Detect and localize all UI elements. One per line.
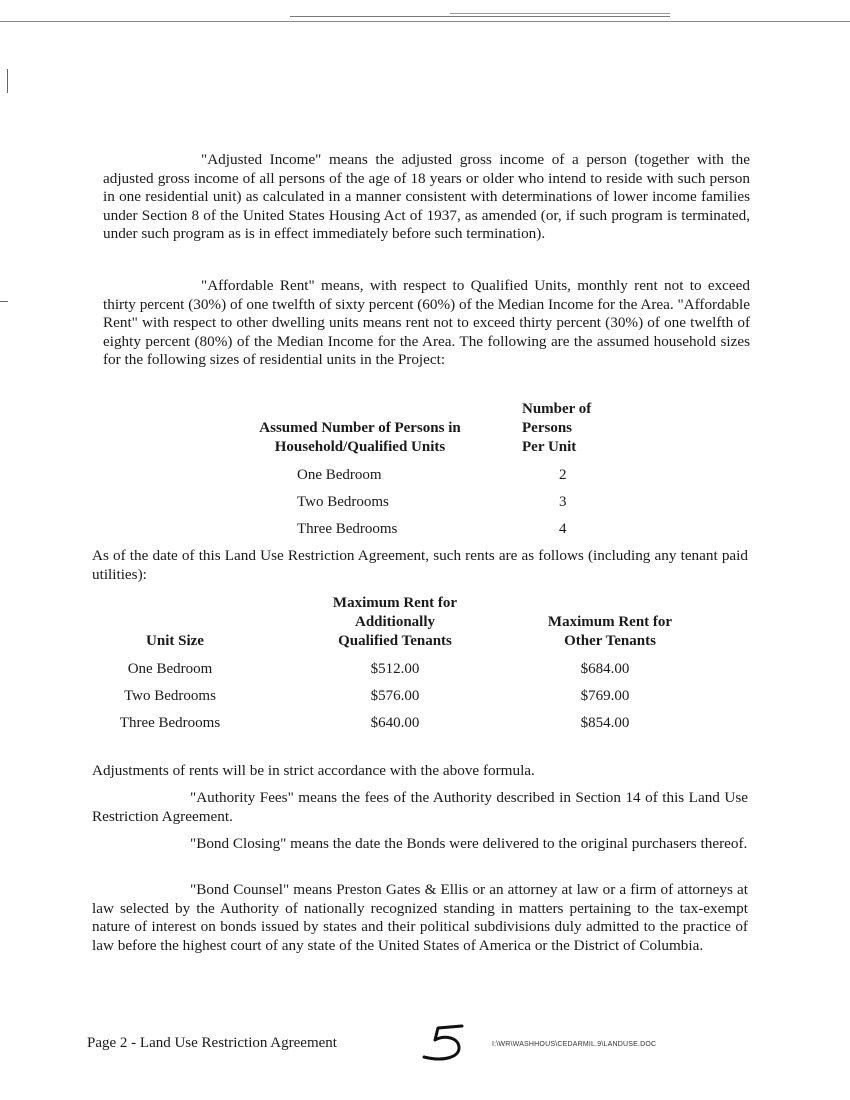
scan-artifact-line: [450, 13, 670, 14]
household-table-right-header: Number of Persons Per Unit: [522, 401, 592, 455]
adjusted-income-definition: "Adjusted Income" means the adjusted gross income of a person (together with the adjusted gross income of all persons of the age of 18 years or older who intend to reside with such person in one residential unit) as calculated in a manner consistent with determinations of lower income families under Section 8 of the United States Housing Act of 1937, as amended (or, if such program is terminated, under such program as is in effect immediately before such termination).: [103, 151, 750, 243]
bond-closing-definition: "Bond Closing" means the date the Bonds were delivered to the original purchasers thereof.: [190, 835, 748, 852]
household-table-left-header: Assumed Number of Persons in Household/Qualified Units: [259, 420, 461, 455]
handwritten-page-number: [418, 1020, 474, 1066]
scan-artifact-line: [290, 16, 670, 17]
household-row-unit: One Bedroom: [297, 467, 382, 483]
rent-row-qualified: $576.00: [370, 688, 420, 704]
household-row-persons: 4: [559, 521, 567, 537]
rent-table-qualified-header: Maximum Rent for Additionally Qualified Tenants: [332, 595, 458, 649]
adjustments-note: Adjustments of rents will be in strict accordance with the above formula.: [92, 762, 535, 779]
scan-artifact-line: [0, 21, 850, 22]
bond-counsel-definition: "Bond Counsel" means Preston Gates & Ellis or an attorney at law or a firm of attorneys at law selected by the Authority of nationally recognized standing in matters pertaining to the tax-exempt nature of interest on bonds issued by states and their political subdivisions duly admitted to the practice of law before the highest court of any state of the United States of America or the District of Columbia.: [92, 881, 748, 954]
rent-row-other: $769.00: [580, 688, 630, 704]
household-row-unit: Two Bedrooms: [297, 494, 389, 510]
rent-row-other: $854.00: [580, 715, 630, 731]
authority-fees-definition: "Authority Fees" means the fees of the Authority described in Section 14 of this Land Use Restriction Agreement.: [92, 789, 748, 825]
footer-file-path: I:\WR\WASHHOUS\CEDARMIL.9\LANDUSE.DOC: [492, 1041, 657, 1048]
rent-row-other: $684.00: [580, 661, 630, 677]
household-row-unit: Three Bedrooms: [297, 521, 398, 537]
rent-row-unit: One Bedroom: [127, 661, 213, 677]
rent-row-unit: Two Bedrooms: [124, 688, 216, 704]
rents-intro: As of the date of this Land Use Restriction Agreement, such rents are as follows (including any tenant paid utilities):: [92, 547, 748, 583]
scan-edge-mark: [0, 301, 8, 302]
scan-edge-mark: [7, 69, 8, 93]
rent-table-other-header: Maximum Rent for Other Tenants: [547, 614, 673, 649]
household-row-persons: 3: [559, 494, 567, 510]
rent-row-unit: Three Bedrooms: [119, 715, 221, 731]
rent-table-unit-size-header: Unit Size: [146, 633, 204, 649]
footer-page-label: Page 2 - Land Use Restriction Agreement: [87, 1035, 337, 1051]
rent-row-qualified: $512.00: [370, 661, 420, 677]
affordable-rent-definition: "Affordable Rent" means, with respect to Qualified Units, monthly rent not to exceed thirty percent (30%) of one twelfth of sixty percent (60%) of the Median Income for the Area. "Affordable Rent" with respect to other dwelling units means rent not to exceed thirty percent (30%) of one twelfth of eighty percent (80%) of the Median Income for the Area. The following are the assumed household sizes for the following sizes of residential units in the Project:: [103, 277, 750, 369]
rent-row-qualified: $640.00: [370, 715, 420, 731]
household-row-persons: 2: [559, 467, 567, 483]
